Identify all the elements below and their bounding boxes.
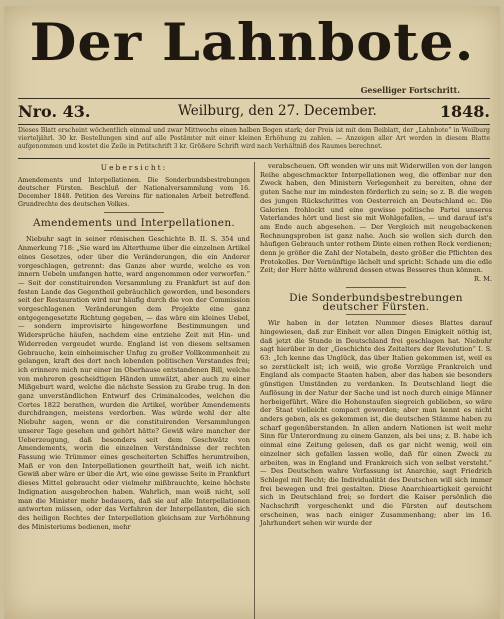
article-text-continued: verabscheuen. Oft wenden wir uns mit Widerwillen von der langen Reihe abgeschmackter Interpellationen weg, die offenbar nur den Zweck haben, den Ministern Verlegenheit zu bereiten, ohne der guten Sache nur im mindesten förderlich zu sein; so z. B. die wegen des jungen Rückschrittes von Oesterreich an Deutschland ec. Die Galerien frohlockt und eine gewisse politische Partei unseres Vaterlandes hört und liest sie mit Wohlgefallen, — und darauf ist's am Ende auch abgesehen. — Der Vergleich mit neugebackenen Rechnungsproben ist ganz nahe. Auch sie wollen sich durch den häufigen Gebrauch unter rothem Dinte einen rothen Rock verdienen; denn je größer die Zahl der Notabeln, desto größer die Pflichten des Protokolles. Der Vernünftige lächelt und spricht: Schade um die edle Zeit; der Herr hätte während dessen etwas Besseres thun können.: [260, 162, 493, 275]
article-body-amendements: [18, 235, 250, 531]
article-text-sonderbund: Wir haben in der letzten Nummer dieses Blattes darauf hingewiesen, daß zur Einheit vor allen Dingen Einigkeit nöthig ist, daß jetzt die Stunde in Deutschland frei geschlagen hat. Niebuhr sagt hierüber in der „Geschichte des Zeitalters der Revolution“ I. S. 63: „Ich kenne das Unglück, das über Italien gekommen ist, weil es so zerstückelt ist; ich weiß, wie große Vorzüge Frankreich und England als compacte Staaten haben, aber das haben sie besonders günstigen Umständen zu verdanken. In Deutschland liegt die Auflösung in der Natur der Sache und ist noch durch einige Männer herbeigeführt. Wäre die Hohenstaufen siegreich geblieben, so wäre der Staat vielleicht compact geworden; aber man kennt es nicht anders geben, als es gekommen ist, die deutschen Stämme haben zu scharf gegenüberstanden. In allen andern Nationen ist weit mehr Sinn für Unterordnung zu einem Ganzen, als bei uns; z. B. habe ich einmal eine Zeitung gelesen, daß es gar nicht wenig, weil ein einzelner sich gefallen lassen wolle, daß für einen Zweck zu arbeiten, was in England und Frankreich sich von selbst versteht.“ — Des Deutschen wahre Verfassung ist Anarchie, sagt Friedrich Schlegel mit Recht; die Individualität des Deutschen will sich immer frei bewegen und frei gestalten. Diese Anarchieartigkeit gereicht sich in Deutschland frei; so fordert die Kaiser persönlich die Nachschrift vorgeschenkt und die Fürsten auf deutschem erscheinen, was nach einiger Zusammenhang; aber im 16. Jahrhundert sehen wir wurde der: [260, 319, 492, 528]
issue-place-date: Weilburg, den 27. December.: [178, 103, 377, 119]
author-signature: R. M.: [473, 275, 492, 284]
article-body-sonderbund: [260, 319, 492, 528]
newspaper-page: [4, 6, 500, 619]
notice-rule: [18, 158, 490, 159]
article-text: Niebuhr sagt in seiner römischen Geschichte B. II. S. 354 und Anmerkung 718: „Sie ward im Alterthume über die einzelnen Artikel eines Gesetzes, oder über die Veränderungen, die ein Anderer vorgeschlagen, getrennt: das Ganze aber wurde, welche es von innern Uebeln umfangen hatte, ward angenommen oder verworfen.“ — Seit der constituirenden Versammlung zu Frankfurt ist auf den festen Lande das Gegentheil gebräuchlich geworden, und besonders seit der Restauration wird nur häufig durch die von der Commission vorgeschlagenen Veränderungen dem Projekte eine ganz entgegengesetzte Richtung gegeben, — das wäre ein kleines Uebel, — sondern improvisirte hingeworfene Bestimmungen und Widersprüche häufen, nachdem eine entziehe Zeit mit Hin- und Widerreden vergeudet wurde. England ist von diesem seltsamen Gebrauche, kein einheimischer Unfug zu großer Vollkommenheit zu gelangen, kraft des dort noch lebenden politischen Verstandes frei; ich erinnere mich nur einer im Oberhause entstandenen Bill, welche von mehreren gescheidtigen Händen umwälzt, aber auch zu einer Mißgeburt ward, welche die nächste Session zu Grabe trug. In den ganz unverständlichen Entwurf des Criminalcodes, welchen die Cortes 1822 berathen, wurden die Artikel, worüber Amendements durchdrangen, meistens verdorben. Was würde wohl der alte Niebuhr sagen, wenn er die constituirenden Versammlungen unserer Tage gesehen und gehört hätte? Gewiß wäre mancher der Ueberzeugung, daß besonders seit dem Geschwätz von Amendements, worin die einzelnen Verständnisse der rechten Fassung wie Trümmer eines gescheiterten Schiffes herumtreiben, Maß er von den Interpellationen geurtheilt hat, weiß ich nicht. Gewiß aber wäre er über die Art, wie eine gewisse Seite in Frankfurt dieses Mittel gebraucht oder vielmehr mißbrauchte, keine höchste Indignation ausgebrochen haben. Wahrlich, man weiß nicht, soll man die Minister mehr bedauern, daß sie auf alle Interpellationen antworten müssen, oder das Verfahren der Interpellanten, die sich des heiligen Rechtes der Interpellation gleichsam zur Verhöhnung des Ministeriums bedienen, mehr: [18, 235, 250, 531]
column-divider: [254, 162, 255, 619]
article-heading-amendements: Amendements und Interpellationen.: [32, 216, 236, 229]
dateline: [18, 102, 490, 122]
masthead-title: Der Lahnbote.: [29, 11, 475, 73]
issue-number: Nro. 43.: [18, 102, 91, 121]
heading-rule: [104, 230, 164, 231]
subscription-notice: Dieses Blatt erscheint wöchentlich einmal und zwar Mittwochs einen halben Bogen stark; der Preis ist mit dem Beiblatt, der „Lahnbote“ in Weilburg vierteljährl. 30 kr. Bestellungen sind auf alle Postämter mit einer kleinen Erhöhung zu zahlen. — Anzeigen aller Art werden in diesem Blatte aufgenommen und kostet die Zeile in Petitschrift 3 kr. Größere Schrift wird nach Verhältniß des Raumes berechnet.: [18, 127, 490, 150]
issue-year: 1848.: [439, 102, 490, 121]
top-rule: [18, 98, 490, 99]
toc-heading: Uebersicht:: [100, 163, 168, 172]
article-heading-sonderbund: Die Sonderbundsbestrebungen deutscher Fürsten.: [289, 291, 463, 313]
toc-text: Amendements und Interpellationen. Die Sonderbundsbestrebungen deutscher Fürsten. Beschluß der Nationalversammlung vom 16. December 1848. Petition des Vereins für nationalen Arbeit betreffend. Grundrechte des deutschen Volkes.: [18, 176, 250, 208]
section-rule: [346, 287, 406, 288]
article-body-continued: [260, 162, 492, 284]
masthead-subtitle: Geselliger Fortschritt.: [360, 85, 460, 95]
toc-rule: [104, 212, 164, 213]
heading-rule-2: [346, 314, 406, 315]
left-column: [18, 162, 250, 531]
right-column: [260, 162, 492, 528]
middle-rule: [18, 124, 490, 125]
